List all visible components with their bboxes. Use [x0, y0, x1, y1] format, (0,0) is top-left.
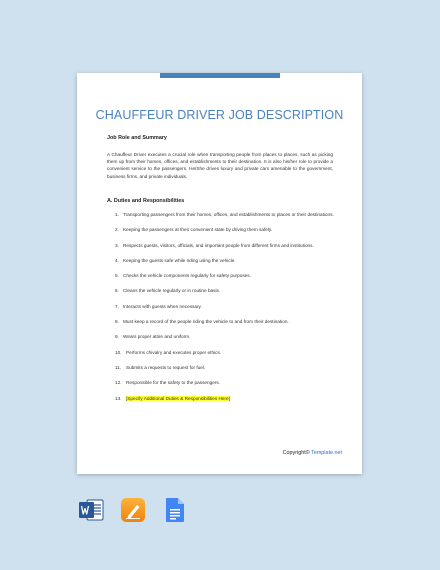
- duty-text: Checks the vehicle components regularly for safety purposes.: [123, 273, 251, 279]
- duty-number: 9.: [115, 334, 119, 340]
- duty-number: 10.: [115, 349, 122, 355]
- duty-number: 13.: [115, 395, 122, 401]
- duty-item: [115, 226, 335, 233]
- duty-number: 3.: [115, 242, 119, 248]
- pages-icon[interactable]: [120, 497, 146, 523]
- duty-number: 2.: [115, 227, 119, 233]
- duty-item: [115, 287, 335, 294]
- duty-item: [115, 211, 335, 218]
- duty-text: Respects guests, visitors, officials, and important people from different firms and institutions.: [123, 242, 314, 248]
- duty-number: 8.: [115, 319, 119, 325]
- duty-number: 12.: [115, 380, 122, 386]
- duty-number: 6.: [115, 288, 119, 294]
- duty-number: 11.: [115, 364, 122, 370]
- brand-link[interactable]: Template.net: [311, 450, 342, 456]
- duty-item: [115, 303, 335, 310]
- duty-text: Keeping the passengers at their convenient state by driving them safely.: [123, 227, 273, 233]
- copyright-symbol: ©: [305, 450, 310, 456]
- duty-item: [115, 272, 335, 279]
- duty-text: Responsible for the safety to the passengers.: [126, 380, 221, 386]
- footer-copyright: [283, 450, 342, 456]
- duty-item: [115, 257, 335, 264]
- duty-item: [115, 242, 335, 249]
- duty-text: Performs chivalry and executes proper ethics.: [126, 349, 222, 355]
- word-icon[interactable]: [78, 497, 104, 523]
- duty-item: [115, 395, 335, 402]
- role-summary: A Chauffeur Driver executes a crucial role when transporting people from places to places, such as picking them up from their homes, offices, and establishments to their destination. It is also his/her role to provide a convenient service to the passengers. He/She drives luxury and private cars amenable to the government, business firms, and private individuals.: [107, 152, 333, 179]
- duty-text: Wears proper attire and uniform.: [123, 334, 191, 340]
- duty-item: [115, 379, 335, 386]
- duty-text: Submits a requests to request for fuel.: [126, 364, 206, 370]
- duty-number: 1.: [115, 212, 119, 217]
- duty-item: [115, 349, 335, 356]
- google-docs-icon[interactable]: [162, 497, 188, 523]
- duties-heading: A. Duties and Responsibilities: [107, 198, 185, 204]
- document-title: CHAUFFEUR DRIVER JOB DESCRIPTION: [95, 108, 344, 122]
- duty-number: 5.: [115, 273, 119, 279]
- duty-item: [115, 364, 335, 371]
- duty-text: Must keep a record of the people riding the vehicle to and from their destination.: [123, 319, 289, 325]
- duty-text: Interacts with guests when necessary.: [123, 303, 202, 309]
- duty-text: Keeping the guests safe while riding using the vehicle.: [123, 257, 236, 263]
- top-accent-bar: [160, 73, 280, 78]
- copyright-label: Copyright: [282, 450, 306, 456]
- duties-list: [115, 211, 335, 410]
- document-page: [77, 73, 362, 474]
- duty-text: Cleans the vehicle regularly or in routine basis.: [123, 288, 221, 294]
- placeholder-highlight-text: [Specify Additional Duties & Responsibilities Here]: [126, 395, 230, 401]
- duty-item: [115, 333, 335, 340]
- duty-item: [115, 318, 335, 325]
- duty-number: 7.: [115, 303, 119, 309]
- format-icons: [78, 497, 188, 523]
- role-heading: Job Role and Summary: [107, 135, 167, 141]
- duty-text: Transporting passengers from their homes, offices, and establishments to places or their destinations.: [123, 212, 334, 217]
- duty-number: 4.: [115, 257, 119, 263]
